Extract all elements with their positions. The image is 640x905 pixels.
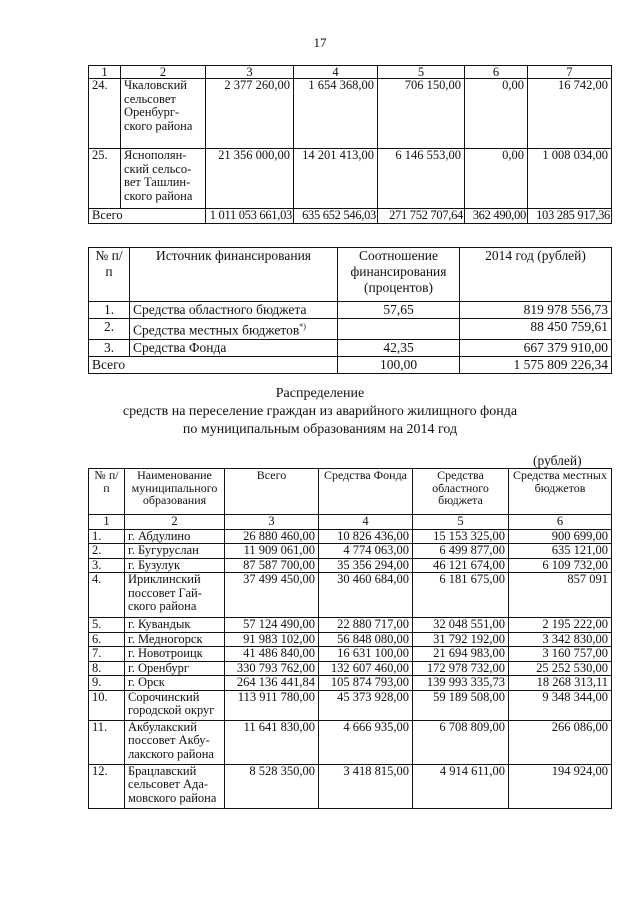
local-budget-value: 18 268 313,11 <box>509 676 612 691</box>
column-index: 5 <box>413 515 509 530</box>
table-row <box>89 661 612 676</box>
column-index: 5 <box>378 66 465 79</box>
table-row <box>89 529 612 544</box>
column-index: 1 <box>89 515 125 530</box>
cell-value: 706 150,00 <box>378 79 465 149</box>
row-number: 3. <box>89 558 125 573</box>
total-label: Всего <box>89 209 206 224</box>
column-header: Средства областного бюджета <box>413 469 509 515</box>
municipal-distribution-table <box>88 468 612 809</box>
row-number: 24. <box>89 79 121 149</box>
row-number: 9. <box>89 676 125 691</box>
local-budget-value: 266 086,00 <box>509 720 612 764</box>
column-index: 7 <box>528 66 612 79</box>
table-row <box>89 573 612 618</box>
municipality-name: Ириклинский поссовет Гай-ского района <box>125 573 225 618</box>
fund-value: 132 607 460,00 <box>319 661 413 676</box>
table-row <box>89 618 612 633</box>
section-subtitle: средств на переселение граждан из аварийного жилищного фонда <box>122 404 518 419</box>
column-index: 6 <box>465 66 528 79</box>
local-budget-value: 3 160 757,00 <box>509 647 612 662</box>
table-row <box>89 676 612 691</box>
total-row <box>89 209 612 224</box>
column-index: 6 <box>509 515 612 530</box>
column-header: Источник финансирования <box>130 248 338 302</box>
cell-value: 6 146 553,00 <box>378 149 465 209</box>
total-label: Всего <box>89 356 338 373</box>
regional-budget-value: 6 499 877,00 <box>413 544 509 559</box>
column-header: Наименование муниципального образования <box>125 469 225 515</box>
table-row <box>89 720 612 764</box>
local-budget-value: 635 121,00 <box>509 544 612 559</box>
cell-value: 1 008 034,00 <box>528 149 612 209</box>
regional-budget-value: 15 153 325,00 <box>413 529 509 544</box>
fund-value: 3 418 815,00 <box>319 764 413 808</box>
regional-budget-value: 46 121 674,00 <box>413 558 509 573</box>
ratio-value: 42,35 <box>338 339 460 356</box>
ratio-value <box>338 319 460 340</box>
total-value: 271 752 707,64 <box>378 209 465 224</box>
column-header: Всего <box>225 469 319 515</box>
column-index: 1 <box>89 66 121 79</box>
total-row <box>89 356 612 373</box>
regional-budget-value: 139 993 335,73 <box>413 676 509 691</box>
cell-value: 21 356 000,00 <box>206 149 294 209</box>
column-index-row <box>89 515 612 530</box>
local-budget-value: 857 091 <box>509 573 612 618</box>
total-value: 37 499 450,00 <box>225 573 319 618</box>
table-row <box>89 647 612 662</box>
column-index: 3 <box>225 515 319 530</box>
cell-value: 16 742,00 <box>528 79 612 149</box>
fund-value: 45 373 928,00 <box>319 690 413 720</box>
table-row <box>89 764 612 808</box>
regional-budget-value: 59 189 508,00 <box>413 690 509 720</box>
municipality-name: Сорочинский городской округ <box>125 690 225 720</box>
regional-budget-value: 31 792 192,00 <box>413 632 509 647</box>
total-ratio: 100,00 <box>338 356 460 373</box>
row-number: 7. <box>89 647 125 662</box>
column-index: 3 <box>206 66 294 79</box>
row-number: 2. <box>89 319 130 340</box>
total-value: 264 136 441,84 <box>225 676 319 691</box>
row-number: 12. <box>89 764 125 808</box>
table-row <box>89 632 612 647</box>
row-number: 3. <box>89 339 130 356</box>
cell-value: 1 654 368,00 <box>294 79 378 149</box>
total-value: 57 124 490,00 <box>225 618 319 633</box>
total-value: 87 587 700,00 <box>225 558 319 573</box>
municipality-name: Акбулакский поссовет Акбу-лакского района <box>125 720 225 764</box>
page-number: 17 <box>313 35 327 50</box>
header-row <box>89 469 612 515</box>
ratio-value: 57,65 <box>338 302 460 319</box>
fund-value: 35 356 294,00 <box>319 558 413 573</box>
fund-value: 16 631 100,00 <box>319 647 413 662</box>
financing-sources-table <box>88 247 612 374</box>
total-value: 103 285 917,36 <box>528 209 612 224</box>
fund-value: 4 666 935,00 <box>319 720 413 764</box>
row-number: 1. <box>89 529 125 544</box>
municipality-name: г. Бузулук <box>125 558 225 573</box>
row-number: 5. <box>89 618 125 633</box>
regional-budget-value: 6 708 809,00 <box>413 720 509 764</box>
cell-value: 0,00 <box>465 79 528 149</box>
total-value: 11 641 830,00 <box>225 720 319 764</box>
fund-value: 105 874 793,00 <box>319 676 413 691</box>
local-budget-value: 6 109 732,00 <box>509 558 612 573</box>
fund-value: 10 826 436,00 <box>319 529 413 544</box>
amount-value: 819 978 556,73 <box>460 302 612 319</box>
municipality-name: г. Орск <box>125 676 225 691</box>
regional-budget-value: 172 978 732,00 <box>413 661 509 676</box>
municipality-name: г. Медногорск <box>125 632 225 647</box>
regional-budget-value: 4 914 611,00 <box>413 764 509 808</box>
municipality-name: г. Бугуруслан <box>125 544 225 559</box>
municipality-name: г. Новотроицк <box>125 647 225 662</box>
table-row <box>89 558 612 573</box>
fund-value: 22 880 717,00 <box>319 618 413 633</box>
municipality-name: Чкаловский сельсовет Оренбург-ского района <box>121 79 206 149</box>
amount-value: 88 450 759,61 <box>460 319 612 340</box>
cell-value: 0,00 <box>465 149 528 209</box>
total-value: 8 528 350,00 <box>225 764 319 808</box>
row-number: 2. <box>89 544 125 559</box>
table-row <box>89 302 612 319</box>
row-number: 1. <box>89 302 130 319</box>
total-value: 113 911 780,00 <box>225 690 319 720</box>
regional-budget-value: 21 694 983,00 <box>413 647 509 662</box>
column-header: № п/п <box>89 469 125 515</box>
row-number: 8. <box>89 661 125 676</box>
cell-value: 14 201 413,00 <box>294 149 378 209</box>
units-label: (рублей) <box>533 453 582 468</box>
column-header: Средства Фонда <box>319 469 413 515</box>
table-row <box>89 319 612 340</box>
local-budget-value: 2 195 222,00 <box>509 618 612 633</box>
section-title: Распределение <box>275 386 365 401</box>
column-header: Соотношение финансирования (процентов) <box>338 248 460 302</box>
column-index-row <box>89 66 612 79</box>
total-value: 91 983 102,00 <box>225 632 319 647</box>
continued-distribution-table <box>88 65 612 224</box>
total-value: 635 652 546,03 <box>294 209 378 224</box>
source-name: Средства Фонда <box>130 339 338 356</box>
local-budget-value: 25 252 530,00 <box>509 661 612 676</box>
column-index: 4 <box>294 66 378 79</box>
source-name-text: Средства местных бюджетов <box>133 322 300 338</box>
header-row <box>89 248 612 302</box>
source-name <box>130 319 338 340</box>
municipality-name: г. Оренбург <box>125 661 225 676</box>
table-row <box>89 339 612 356</box>
column-header: № п/п <box>89 248 130 302</box>
table-row <box>89 544 612 559</box>
row-number: 10. <box>89 690 125 720</box>
municipality-name: г. Абдулино <box>125 529 225 544</box>
municipality-name: Брацлавский сельсовет Ада-мовского района <box>125 764 225 808</box>
local-budget-value: 900 699,00 <box>509 529 612 544</box>
municipality-name: Яснополян-ский сельсо-вет Ташлин-ского района <box>121 149 206 209</box>
footnote-mark: *) <box>299 322 306 331</box>
regional-budget-value: 6 181 675,00 <box>413 573 509 618</box>
column-index: 4 <box>319 515 413 530</box>
local-budget-value: 3 342 830,00 <box>509 632 612 647</box>
total-value: 330 793 762,00 <box>225 661 319 676</box>
total-value: 11 909 061,00 <box>225 544 319 559</box>
regional-budget-value: 32 048 551,00 <box>413 618 509 633</box>
fund-value: 4 774 063,00 <box>319 544 413 559</box>
table-row <box>89 149 612 209</box>
total-value: 26 880 460,00 <box>225 529 319 544</box>
cell-value: 2 377 260,00 <box>206 79 294 149</box>
column-header: 2014 год (рублей) <box>460 248 612 302</box>
fund-value: 30 460 684,00 <box>319 573 413 618</box>
column-index: 2 <box>121 66 206 79</box>
row-number: 4. <box>89 573 125 618</box>
source-name: Средства областного бюджета <box>130 302 338 319</box>
row-number: 11. <box>89 720 125 764</box>
column-index: 2 <box>125 515 225 530</box>
total-amount: 1 575 809 226,34 <box>460 356 612 373</box>
local-budget-value: 9 348 344,00 <box>509 690 612 720</box>
fund-value: 56 848 080,00 <box>319 632 413 647</box>
section-subtitle: по муниципальным образованиям на 2014 год <box>182 422 458 437</box>
municipality-name: г. Кувандык <box>125 618 225 633</box>
total-value: 1 011 053 661,03 <box>206 209 294 224</box>
table-row <box>89 690 612 720</box>
total-value: 41 486 840,00 <box>225 647 319 662</box>
total-value: 362 490,00 <box>465 209 528 224</box>
table-row <box>89 79 612 149</box>
row-number: 25. <box>89 149 121 209</box>
row-number: 6. <box>89 632 125 647</box>
column-header: Средства местных бюджетов <box>509 469 612 515</box>
amount-value: 667 379 910,00 <box>460 339 612 356</box>
local-budget-value: 194 924,00 <box>509 764 612 808</box>
